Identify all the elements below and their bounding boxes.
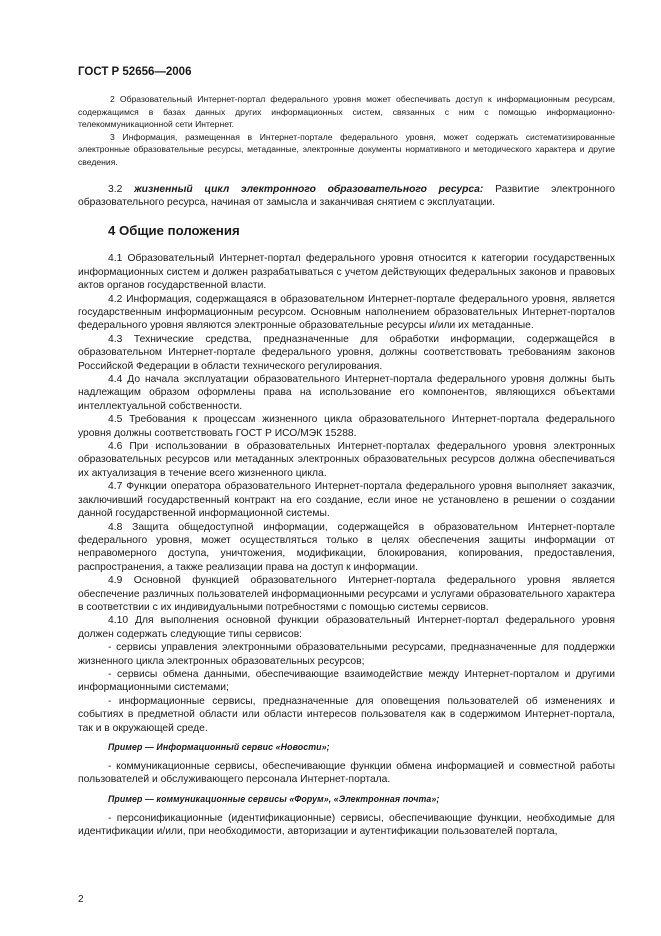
list-item-personification: - персонификационные (идентификационные) сервисы, обеспечивающие функции, необходимые для идентификации и/или, при необходимости, авторизации и аутентификации пользователей портала, — [78, 812, 615, 838]
section-title: 4 Общие положения — [108, 223, 240, 239]
example-info-service: Пример — Информационный сервис «Новости»; — [108, 742, 330, 752]
paragraph-4-10: 4.10 Для выполнения основной функции образовательный Интернет-портал федерального уровня должен содержать следующие типы сервисов: — [78, 615, 615, 640]
paragraph-4-9: 4.9 Основной функцией образовательного Интернет-портала федерального уровня является обеспечение различных пользователей информационными ресурсами и услугами образовательного характера в соответствии с их индивидуальными потребностями с помощью системы сервисов. — [78, 575, 615, 613]
paragraph-4-5: 4.5 Требования к процессам жизненного цикла образовательного Интернет-портала федерального уровня должны соответствовать ГОСТ Р ИСО/МЭК 15288. — [78, 414, 615, 439]
definition-3-2 — [78, 183, 615, 210]
document-header: ГОСТ Р 52656—2006 — [78, 66, 192, 78]
paragraph-4-6: 4.6 При использовании в образовательных Интернет-порталах федерального уровня электронных образовательных ресурсов или метаданных электронных образовательных ресурсов должна обеспечиваться их актуализация в течение всего жизненного цикла. — [78, 441, 615, 479]
list-item-exchange: - сервисы обмена данными, обеспечивающие взаимодействие между Интернет-порталом и другими информационными системами; — [78, 668, 615, 694]
notes-block — [78, 93, 615, 169]
note-2: 2 Образовательный Интернет-портал федерального уровня может обеспечивать доступ к информационным ресурсам, содержащимся в базах данных других информационных систем, связанных с ним с помощью информационно-телекоммуникационной сети Интернет. — [78, 94, 615, 130]
paragraph-4-1: 4.1 Образовательный Интернет-портал федерального уровня относится к категории государственных информационных систем и должен разрабатываться с учетом действующих федеральных законов и правовых актов органов государственной власти. — [78, 253, 615, 292]
paragraph-4-4: 4.4 До начала эксплуатации образовательного Интернет-портала федерального уровня должны быть надлежащим образом оформлены права на использование его компонентов, являющихся объектами интеллектуальной собственности. — [78, 374, 615, 412]
note-3: 3 Информация, размещенная в Интернет-портале федерального уровня, может содержать систематизированные электронные образовательные ресурсы, метаданные, электронные документы нормативного и методического характера и другие сведения. — [78, 131, 615, 167]
paragraph-4-3: 4.3 Технические средства, предназначенные для обработки информации, содержащейся в образовательном Интернет-портале федерального уровня, должны соответствовать требованиям законов Российской Федерации в области технического регулирования. — [78, 333, 615, 372]
example-comm-service: Пример — коммуникационные сервисы «Форум», «Электронная почта»; — [108, 793, 440, 804]
list-item-communication: - коммуникационные сервисы, обеспечивающие функции обмена информацией и совместной работы пользователей и обслуживающего персонала Интернет-портала. — [78, 761, 615, 786]
paragraph-4-8: 4.8 Защита общедоступной информации, содержащейся в образовательном Интернет-портале федерального уровня, может осуществляться только в целях обеспечения защиты информации от неправомерного доступа, уничтожения, модификации, блокирования, копирования, предоставления, распространения, а также реализации права на доступ к информации. — [78, 521, 615, 573]
list-item-info: - информационные сервисы, предназначенные для оповещения пользователей об изменениях и событиях в предметной области или области интересов пользователя как в содержимом Интернет-портала, так и в окружающей среде. — [78, 695, 615, 734]
paragraph-4-2: 4.2 Информация, содержащаяся в образовательном Интернет-портале федерального уровня, является государственным информационным ресурсом. Основным наполнением образовательных Интернет-порталов федерального уровня являются электронные образовательные ресурсы и/или их метаданные. — [78, 293, 615, 332]
definition-text: Развитие электронного образовательного ресурса, начиная от замысла и заканчивая снятием с эксплуатации. — [78, 183, 615, 208]
paragraph-4-7: 4.7 Функции оператора образовательного Интернет-портала федерального уровня выполняет заказчик, заключивший государственный контракт на его создание, если иное не установлено в решении о создании данной государственной информационной системы. — [78, 481, 615, 520]
page-number: 2 — [78, 894, 84, 905]
definition-term: жизненный цикл электронного образовательного ресурса: — [134, 183, 484, 195]
definition-number: 3.2 — [108, 183, 123, 195]
list-item-management: - сервисы управления электронными образовательными ресурсами, предназначенные для поддержки жизненного цикла электронных образовательных ресурсов; — [78, 642, 615, 667]
